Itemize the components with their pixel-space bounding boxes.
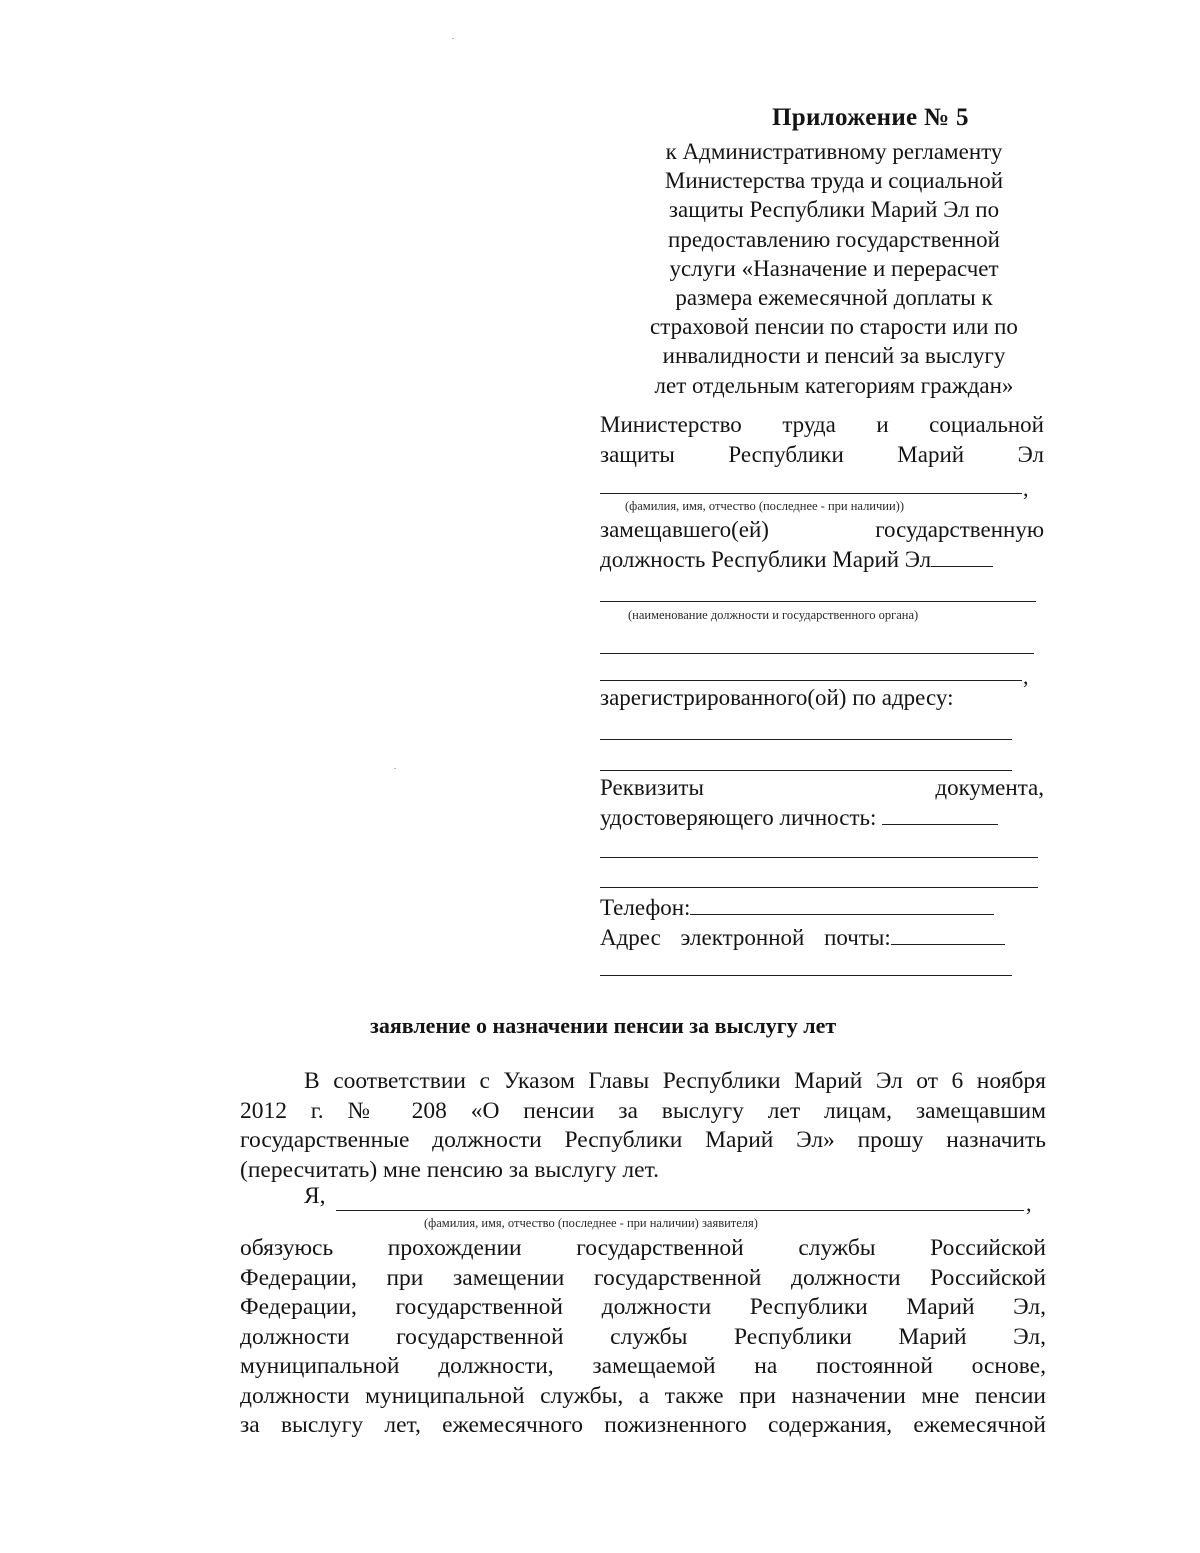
position-line-text: должность Республики Марий Эл [600, 547, 932, 572]
position-field-comma: , [1023, 664, 1029, 689]
paragraph-line: В соответствии с Указом Главы Республики Марий Эл от 6 ноября [304, 1068, 1046, 1094]
appendix-caption-line: услуги «Назначение и перерасчет [669, 255, 999, 281]
paragraph-line: Федерации, при замещении государственной должности Российской [240, 1264, 1046, 1291]
paragraph-line: Федерации, государственной должности Республики Марий Эл, [240, 1294, 1046, 1320]
applicant-caption: (фамилия, имя, отчество (последнее - при наличии) заявителя) [424, 1216, 758, 1230]
applicant-field-line[interactable] [336, 1210, 1024, 1211]
id-doc-field-line-2[interactable] [600, 887, 1038, 888]
addressee-position [600, 515, 1044, 575]
id-doc-line-text: удостоверяющего личность: [600, 805, 877, 830]
paragraph-line: обязуюсь прохождении государственной службы Российской [240, 1235, 1046, 1261]
applicant-field-comma: , [1026, 1191, 1032, 1216]
id-doc-line [600, 803, 1044, 833]
paragraph-line: муниципальной должности, замещаемой на постоянной основе, [240, 1353, 1046, 1379]
id-doc-line: Реквизиты документа, [600, 775, 1044, 800]
email-label: Адрес электронной почты: [600, 925, 891, 950]
fio-caption: (фамилия, имя, отчество (последнее - при наличии)) [625, 499, 904, 513]
statement-title: заявление о назначении пенсии за выслугу лет [370, 1013, 837, 1038]
paragraph-line: должности муниципальной службы, а также при назначении мне пенсии [240, 1382, 1046, 1409]
ministry-line: защиты Республики Марий Эл [600, 442, 1044, 467]
position-field-line[interactable] [600, 601, 1036, 602]
statement-paragraph-1 [240, 1067, 1046, 1185]
addressee-id-document [600, 773, 1044, 833]
appendix-title: Приложение № 5 [772, 104, 969, 131]
addressee-registration [600, 683, 1044, 713]
appendix-caption-line: предоставлению государственной [668, 226, 1000, 252]
position-caption: (наименование должности и государственного органа) [628, 608, 919, 622]
fio-field-line[interactable] [600, 493, 1022, 494]
appendix-caption-line: к Административному регламенту [665, 139, 1003, 164]
appendix-caption-line: лет отдельным категориям граждан» [654, 372, 1014, 398]
scan-speck [394, 768, 396, 769]
appendix-caption-line: защиты Республики Марий Эл по [668, 197, 1000, 223]
position-line [600, 545, 1044, 575]
appendix-caption-line: страховой пенсии по старости или по [650, 314, 1018, 340]
appendix-caption-line: инвалидности и пенсий за выслугу [662, 343, 1006, 369]
appendix-caption-line: Министерства труда и социальной [664, 168, 1004, 194]
paragraph-line: государственные должности Республики Марий Эл» прошу назначить [240, 1127, 1046, 1153]
address-field-line[interactable] [600, 739, 1012, 740]
address-field-line-2[interactable] [600, 770, 1012, 771]
addressee-ministry [600, 410, 1044, 470]
position-line: замещавшего(ей) государственную [600, 517, 1044, 542]
id-doc-inline-field[interactable] [882, 804, 998, 825]
ministry-line: Министерство труда и социальной [600, 412, 1044, 437]
email-field-line[interactable] [600, 975, 1012, 976]
appendix-caption-line: размера ежемесячной доплаты к [675, 285, 993, 311]
email-row [600, 923, 1044, 953]
applicant-label: Я, [304, 1183, 326, 1209]
phone-label: Телефон: [600, 895, 691, 920]
position-inline-field[interactable] [931, 546, 993, 567]
addressee-contacts [600, 893, 1044, 953]
paragraph-line: (пересчитать) мне пенсию за выслугу лет. [240, 1156, 659, 1183]
scan-speck [452, 38, 454, 39]
phone-field[interactable] [690, 894, 994, 915]
email-field[interactable] [891, 924, 1005, 945]
id-doc-field-line[interactable] [600, 857, 1038, 858]
registered-label: зарегистрированного(ой) по адресу: [600, 685, 954, 710]
paragraph-line: за выслугу лет, ежемесячного пожизненного содержания, ежемесячной [240, 1412, 1046, 1438]
position-field-line-3[interactable] [600, 680, 1022, 681]
statement-paragraph-2 [240, 1234, 1046, 1441]
appendix-caption [612, 137, 1056, 400]
paragraph-line: должности государственной службы Республики Марий Эл, [240, 1323, 1046, 1350]
phone-row [600, 893, 1044, 923]
position-field-line-2[interactable] [600, 653, 1034, 654]
paragraph-line: 2012 г. № 208 «О пенсии за выслугу лет лицам, замещавшим [240, 1097, 1046, 1124]
fio-field-comma: , [1023, 476, 1029, 501]
